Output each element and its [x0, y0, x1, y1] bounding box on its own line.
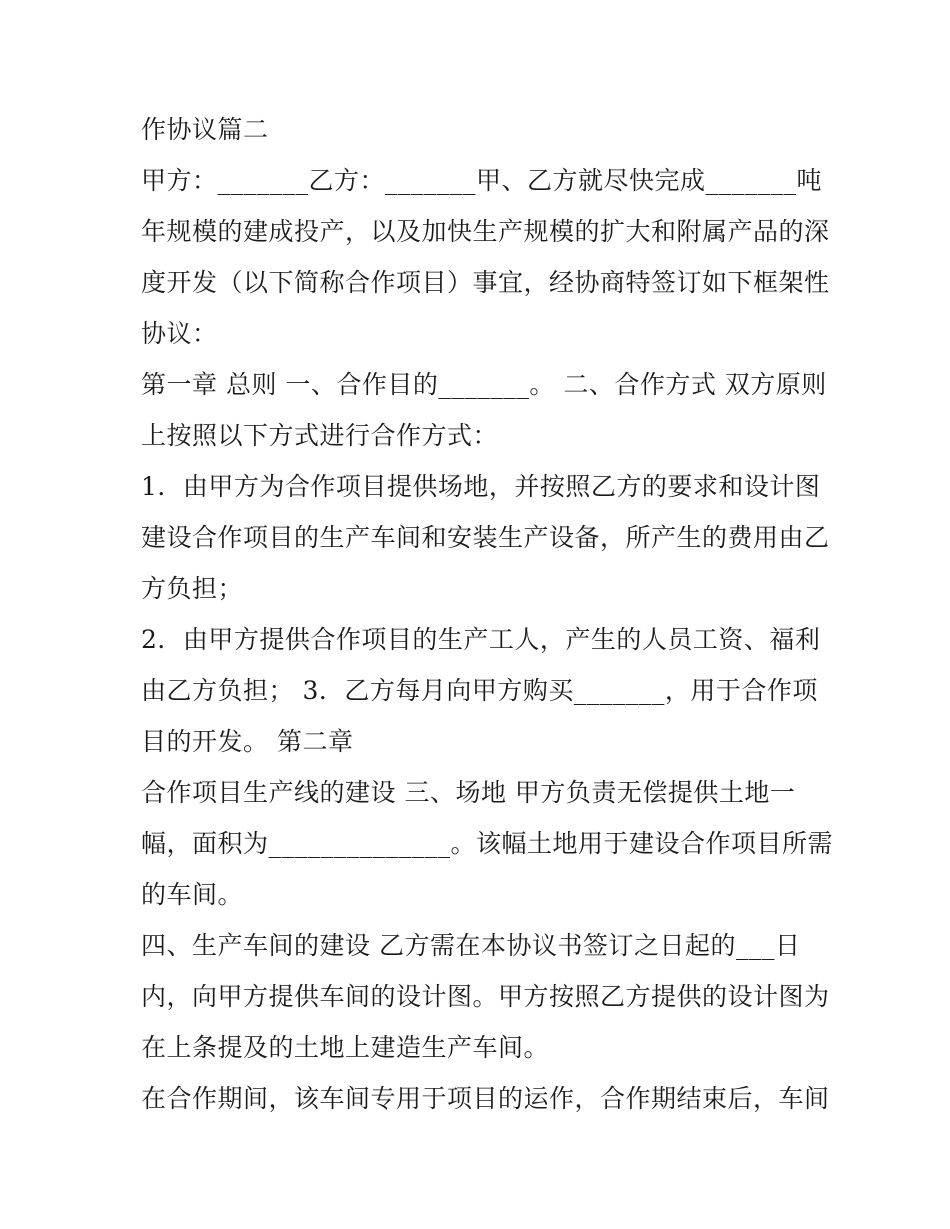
text-line: 四、生产车间的建设 乙方需在本协议书签订之日起的___日 [141, 931, 801, 960]
text-line: 年规模的建成投产，以及加快生产规模的扩大和附属产品的深 [141, 217, 830, 246]
text-line: 合作项目生产线的建设 三、场地 甲方负责无偿提供土地一 [141, 778, 796, 807]
text-line: 2．由甲方提供合作项目的生产工人，产生的人员工资、福利 [141, 625, 821, 654]
text-line: 的车间。 [141, 880, 244, 909]
text-line: 1．由甲方为合作项目提供场地，并按照乙方的要求和设计图 [141, 472, 821, 501]
text-line: 上按照以下方式进行合作方式： [141, 421, 499, 450]
document-body [141, 104, 834, 1124]
text-line: 第一章 总则 一、合作目的_______。 二、合作方式 双方原则 [141, 370, 827, 399]
text-line: 建设合作项目的生产车间和安装生产设备，所产生的费用由乙 [141, 523, 830, 552]
text-line: 在上条提及的土地上建造生产车间。 [141, 1033, 550, 1062]
text-line: 度开发（以下简称合作项目）事宜，经协商特签订如下框架性 [141, 268, 830, 297]
text-line: 在合作期间，该车间专用于项目的运作，合作期结束后，车间 [141, 1084, 830, 1113]
text-line: 由乙方负担； 3．乙方每月向甲方购买_______，用于合作项 [141, 676, 818, 705]
text-line: 内，向甲方提供车间的设计图。甲方按照乙方提供的设计图为 [141, 982, 830, 1011]
text-line: 方负担； [141, 574, 244, 603]
text-line: 幅，面积为______________。该幅土地用于建设合作项目所需 [141, 829, 834, 858]
text-line: 目的开发。 第二章 [141, 727, 354, 756]
document-heading: 作协议篇二 [141, 115, 269, 144]
text-line: 协议： [141, 319, 218, 348]
text-line: 甲方：_______乙方：_______甲、乙方就尽快完成_______吨 [141, 166, 823, 195]
